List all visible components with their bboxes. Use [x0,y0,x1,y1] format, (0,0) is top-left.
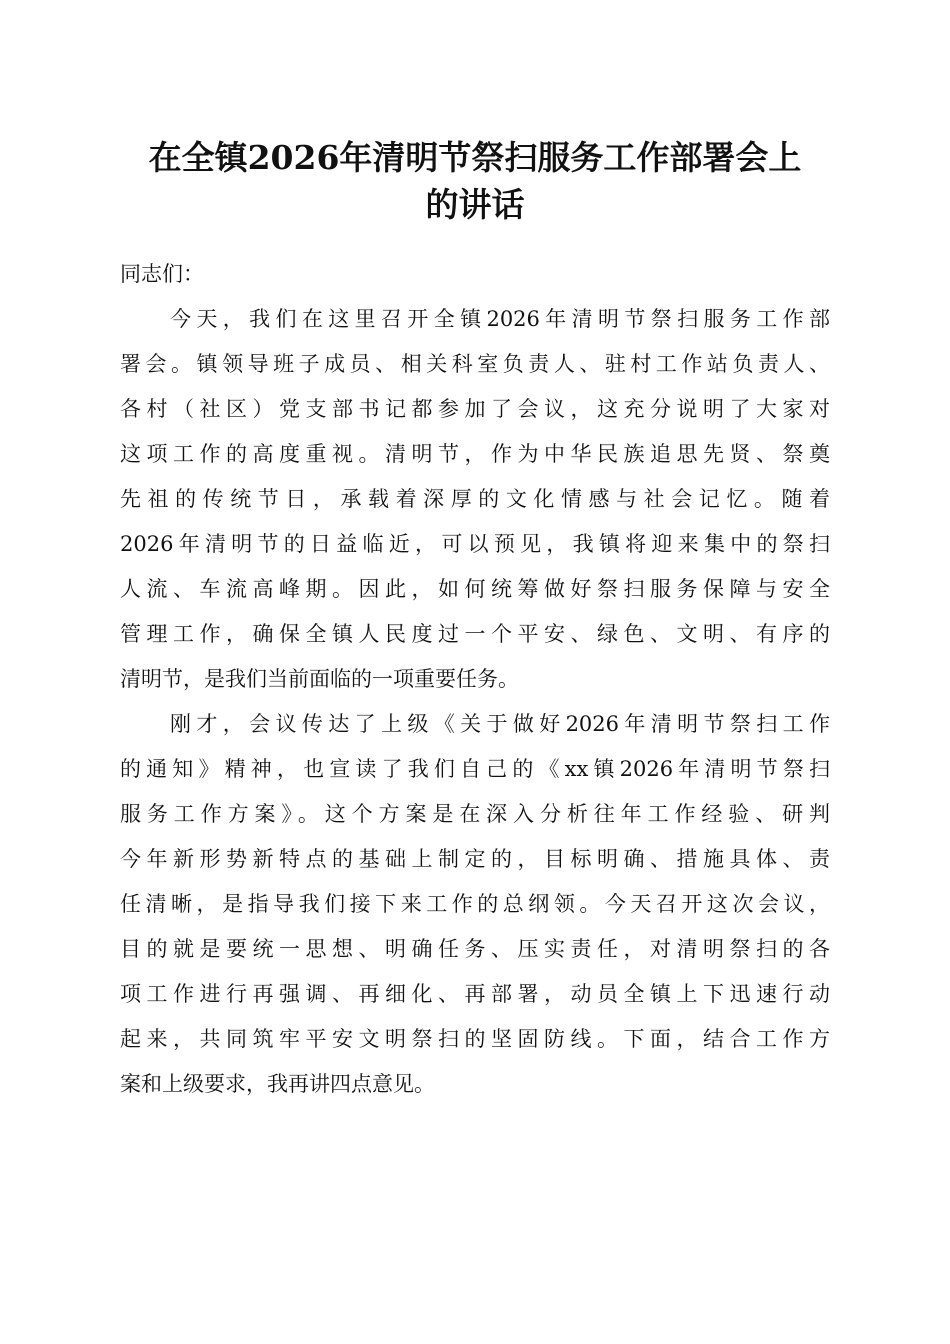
document-title [100,134,850,228]
paragraph-line: 人流、车流高峰期。因此，如何统筹做好祭扫服务保障与安全 [120,577,830,601]
document-body [120,252,830,1107]
title-line: 的讲话 [425,185,525,224]
paragraph-line: 案和上级要求，我再讲四点意见。 [120,1072,435,1096]
paragraph-line: 先祖的传统节日，承载着深厚的文化情感与社会记忆。随着 [120,487,830,511]
paragraph-line: 2026年清明节的日益临近，可以预见，我镇将迎来集中的祭扫 [120,532,830,556]
paragraph-line: 今年新形势新特点的基础上制定的，目标明确、措施具体、责 [120,847,830,871]
paragraph-2 [120,702,830,1107]
paragraph-line: 刚才，会议传达了上级《关于做好2026年清明节祭扫工作 [170,712,830,736]
paragraph-line: 清明节，是我们当前面临的一项重要任务。 [120,667,519,691]
title-line: 在全镇2026年清明节祭扫服务工作部署会上 [148,138,802,177]
paragraph-1 [120,297,830,702]
paragraph-line: 管理工作，确保全镇人民度过一个平安、绿色、文明、有序的 [120,622,830,646]
paragraph-line: 署会。镇领导班子成员、相关科室负责人、驻村工作站负责人、 [120,352,830,376]
paragraph-line: 目的就是要统一思想、明确任务、压实责任，对清明祭扫的各 [120,937,830,961]
paragraph-line: 今天，我们在这里召开全镇2026年清明节祭扫服务工作部 [170,307,830,331]
paragraph-line: 各村（社区）党支部书记都参加了会议，这充分说明了大家对 [120,397,830,421]
paragraph-line: 起来，共同筑牢平安文明祭扫的坚固防线。下面，结合工作方 [120,1027,830,1051]
paragraph-line: 这项工作的高度重视。清明节，作为中华民族追思先贤、祭奠 [120,442,830,466]
paragraph-line: 的通知》精神，也宣读了我们自己的《xx镇2026年清明节祭扫 [120,757,830,781]
salutation: 同志们： [120,262,204,286]
paragraph-line: 任清晰，是指导我们接下来工作的总纲领。今天召开这次会议， [120,892,830,916]
paragraph-line: 项工作进行再强调、再细化、再部署，动员全镇上下迅速行动 [120,982,830,1006]
paragraph-line: 服务工作方案》。这个方案是在深入分析往年工作经验、研判 [120,802,830,826]
